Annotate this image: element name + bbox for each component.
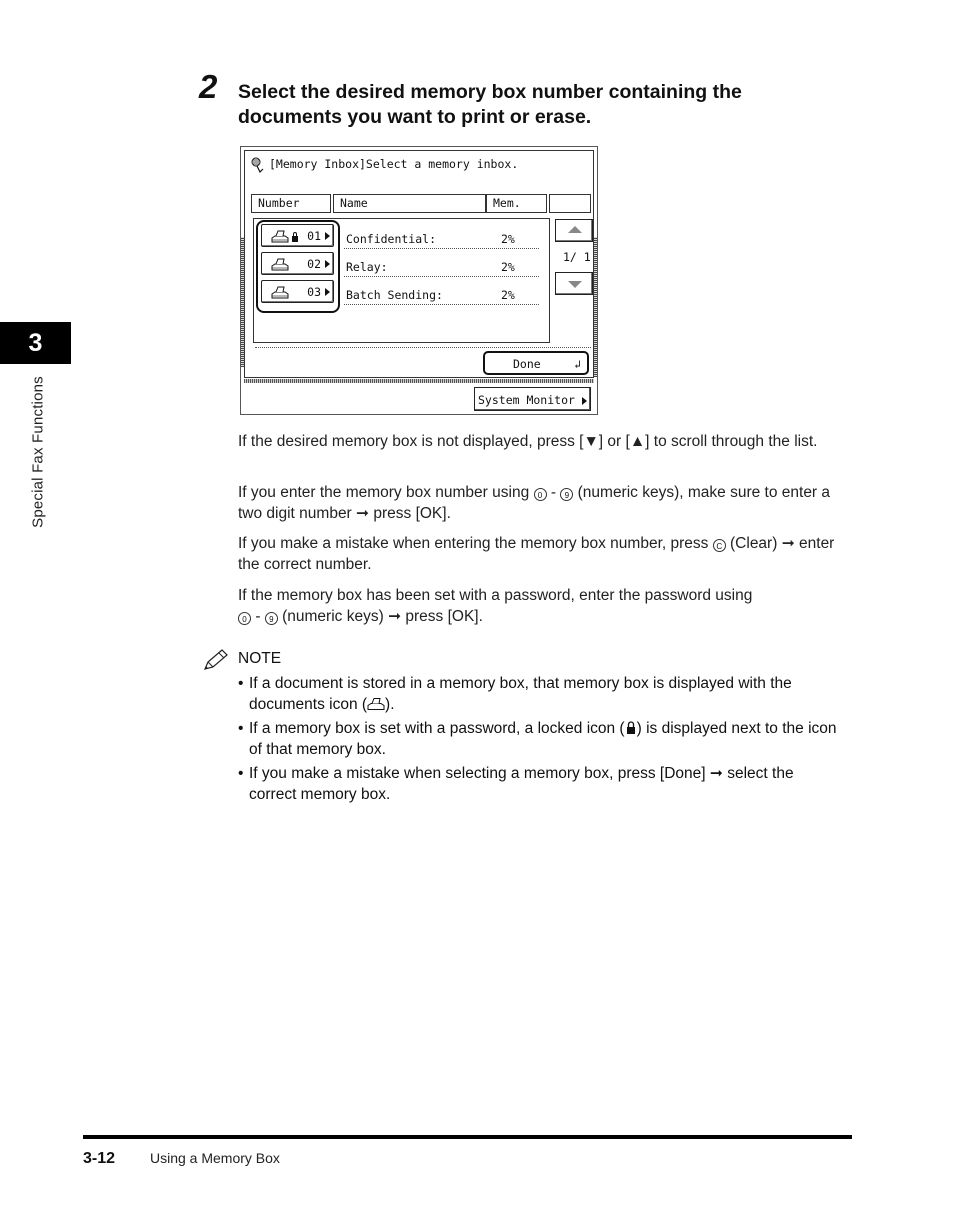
arrow-right-icon <box>325 260 330 268</box>
list-item[interactable] <box>344 254 539 277</box>
lock-icon <box>625 721 637 735</box>
system-monitor-label: System Monitor <box>478 393 575 407</box>
memory-box-number: 03 <box>307 285 321 299</box>
panel-divider-pattern <box>244 379 594 383</box>
note-bullet-documents-icon <box>238 673 838 715</box>
documents-icon <box>271 258 289 271</box>
instruction-password <box>238 585 853 627</box>
column-header-name: Name <box>333 194 486 213</box>
list-item[interactable] <box>344 282 539 305</box>
note-bullet-done <box>238 763 838 805</box>
lock-icon <box>292 236 298 242</box>
text-fragment: (numeric keys), make sure to enter a two digit number <box>238 484 831 522</box>
memory-box-name: Relay: <box>346 260 388 274</box>
note-bullet-locked-icon <box>238 718 838 760</box>
memory-usage: 2% <box>501 232 515 246</box>
text-fragment: If a memory box is set with a password, a locked icon ( <box>249 720 625 737</box>
text-fragment: If you make a mistake when selecting a memory box, press [Done] <box>249 765 706 782</box>
note-heading: NOTE <box>238 650 282 667</box>
memory-usage: 2% <box>501 288 515 302</box>
panel-edge-pattern <box>594 237 597 377</box>
numeric-key-0-icon: 0 <box>238 612 251 625</box>
memory-box-number: 01 <box>307 229 321 243</box>
arrow-right-icon: ➞ <box>388 608 402 625</box>
memory-box-name: Batch Sending: <box>346 288 443 302</box>
step-title: Select the desired memory box number containing the documents you want to print or erase. <box>238 81 742 128</box>
scroll-up-button[interactable] <box>555 219 593 242</box>
step-number: 2 <box>199 68 218 105</box>
arrow-right-icon <box>325 232 330 240</box>
arrow-right-icon <box>582 397 587 405</box>
text-fragment: ). <box>385 696 395 713</box>
system-monitor-button[interactable] <box>474 387 591 411</box>
panel-title: [Memory Inbox]Select a memory inbox. <box>269 157 519 171</box>
chapter-tab: 3 <box>0 322 71 364</box>
memory-inbox-panel <box>240 146 598 415</box>
numeric-key-0-icon: 0 <box>534 488 547 501</box>
return-arrow-icon: ↲ <box>574 358 581 371</box>
memory-usage: 2% <box>501 260 515 274</box>
footer-section-title: Using a Memory Box <box>150 1150 280 1166</box>
memory-box-button-03[interactable] <box>261 280 334 303</box>
text-fragment: - <box>255 608 261 625</box>
text-fragment: If a document is stored in a memory box, that memory box is displayed with the documents icon ( <box>249 675 792 713</box>
text-fragment: (numeric keys) <box>282 608 384 625</box>
memory-box-button-02[interactable] <box>261 252 334 275</box>
text-fragment: (Clear) <box>730 535 778 552</box>
text-fragment: enter the correct number. <box>238 535 835 573</box>
column-header-mem: Mem. <box>486 194 547 213</box>
triangle-up-icon <box>568 226 582 233</box>
scroll-down-button[interactable] <box>555 272 593 295</box>
chapter-side-label: Special Fax Functions <box>29 376 47 528</box>
memory-box-button-01[interactable] <box>261 224 334 247</box>
done-button-label: Done <box>513 357 541 371</box>
text-fragment: - <box>550 484 556 501</box>
panel-screen <box>244 150 594 378</box>
documents-icon <box>271 230 289 243</box>
arrow-right-icon <box>325 288 330 296</box>
text-fragment: press [OK]. <box>405 608 483 625</box>
column-header-blank <box>549 194 591 213</box>
text-fragment: ) is displayed next to the icon of that memory box. <box>249 720 837 758</box>
clear-key-icon: C <box>713 539 726 552</box>
done-button[interactable] <box>483 351 589 375</box>
column-header-number: Number <box>251 194 331 213</box>
text-fragment: If you enter the memory box number using <box>238 484 530 501</box>
instruction-numeric-keys <box>238 482 853 524</box>
arrow-right-icon: ➞ <box>781 535 795 552</box>
divider <box>255 347 591 348</box>
page-number: 3-12 <box>83 1150 116 1167</box>
list-item[interactable] <box>344 226 539 249</box>
triangle-down-icon <box>568 281 582 288</box>
documents-icon <box>367 697 385 711</box>
bullet: • <box>238 765 244 782</box>
instruction-scroll: If the desired memory box is not displayed, press [▼] or [▲] to scroll through the list. <box>238 433 818 450</box>
footer-rule <box>83 1135 852 1139</box>
instruction-clear <box>238 533 853 575</box>
documents-icon <box>271 286 289 299</box>
pencil-note-icon <box>202 648 230 672</box>
memory-box-number: 02 <box>307 257 321 271</box>
arrow-right-icon: ➞ <box>709 765 723 782</box>
text-fragment: select the correct memory box. <box>249 765 794 803</box>
text-fragment: If the memory box has been set with a password, enter the password using <box>238 587 753 604</box>
bullet: • <box>238 675 244 692</box>
text-fragment: If you make a mistake when entering the memory box number, press <box>238 535 709 552</box>
numeric-key-9-icon: 9 <box>265 612 278 625</box>
page-indicator: 1/ 1 <box>563 250 591 264</box>
bullet: • <box>238 720 244 737</box>
memory-box-name: Confidential: <box>346 232 437 246</box>
arrow-right-icon: ➞ <box>356 505 370 522</box>
memory-inbox-icon <box>251 157 265 173</box>
text-fragment: press [OK]. <box>373 505 451 522</box>
numeric-key-9-icon: 9 <box>560 488 573 501</box>
